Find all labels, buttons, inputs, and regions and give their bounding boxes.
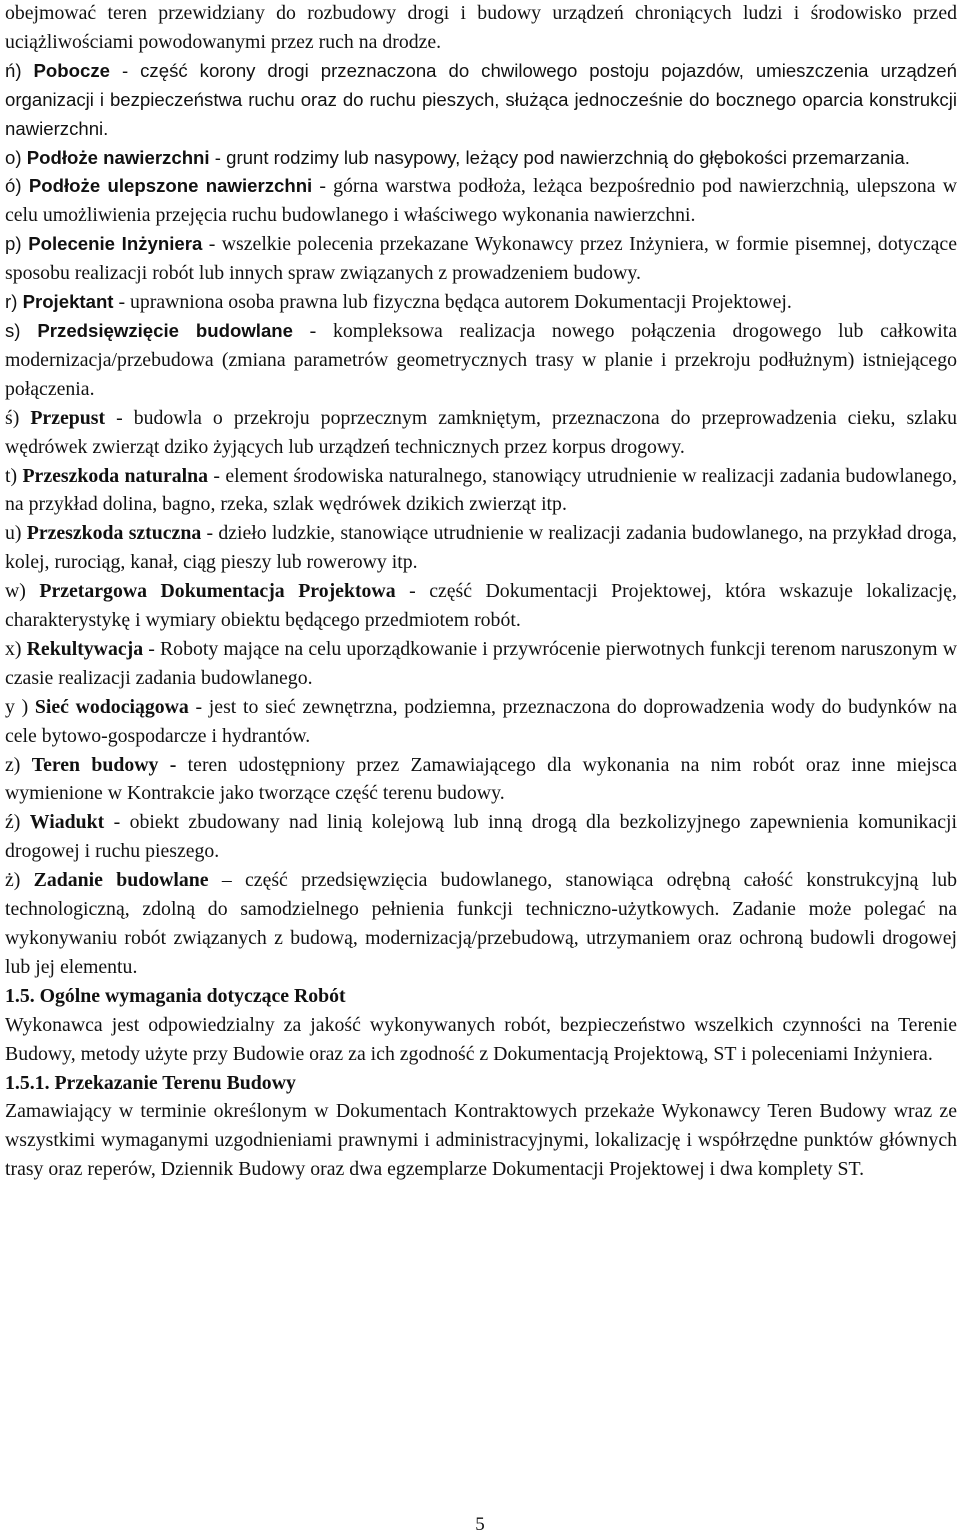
definition-text: - element środowiska naturalnego, stanowiący utrudnienie w realizacji zadania budowlanego, na przykład dolina, bagno, rzeka, szlak wędrówek dzikich zwierząt itp. <box>5 464 958 516</box>
definition-text: - kompleksowa realizacja nowego połączenia drogowego lub całkowita modernizacja/przebudowa (zmiana parametrów geometrycznych trasy w planie i przekroju podłużnym) istniejącego połączenia. <box>5 319 958 400</box>
definition-text: - uprawniona osoba prawna lub fizyczna będąca autorem Dokumentacji Projektowej. <box>113 291 792 314</box>
definition-term: Podłoże ulepszone nawierzchni <box>28 175 313 197</box>
definition-przetargowa-dokumentacja <box>5 577 957 635</box>
definition-text: - jest to sieć zewnętrzna, podziemna, przeznaczona do doprowadzenia wody do budynków na cele bytowo-gospodarcze i hydrantów. <box>5 695 957 747</box>
definition-text: - obiekt zbudowany nad linią kolejową lub inną drogą dla bezkolizyjnego zapewnienia komunikacji drogowej i ruchu pieszego. <box>5 811 958 863</box>
document-page <box>5 0 957 1184</box>
section-heading-1-5-1: 1.5.1. Przekazanie Terenu Budowy <box>5 1071 296 1094</box>
section-1-5-1-body: Zamawiający w terminie określonym w Dokumentach Kontraktowych przekaże Wykonawcy Teren Budowy wraz ze wszystkimi wymaganymi uzgodnieniami prawnymi i administracyjnymi, lokalizację i współrzędne punktów głównych trasy oraz reperów, Dziennik Budowy oraz dwa egzemplarze Dokumentacji Projektowej i dwa komplety ST. <box>5 1100 957 1181</box>
definition-przedsiewziecie <box>5 317 957 404</box>
section-heading-1-5: 1.5. Ogólne wymagania dotyczące Robót <box>5 984 346 1007</box>
definition-text: - część Dokumentacji Projektowej, która wskazuje lokalizację, charakterystykę i wymiary obiektu będącego przedmiotem robót. <box>5 580 957 632</box>
definition-prefix: ó) <box>5 175 29 197</box>
definition-text: – część przedsięwzięcia budowlanego, stanowiąca odrębną całość konstrukcyjną lub technologiczną, zdolną do samodzielnego pełnienia funkcji techniczno-użytkowych. Zadanie może polegać na wykonywaniu robót związanych z budową, modernizacją/przebudową, utrzymaniem oraz ochroną budowli drogowej lub jej elementu. <box>5 869 957 978</box>
definition-text: - część korony drogi przeznaczona do chwilowego postoju pojazdów, umieszczenia urządzeń organizacji i bezpieczeństwa ruchu oraz do ruchu pieszych, służąca jednocześnie do bocznego oparcia konstrukcji nawierzchni. <box>5 59 957 139</box>
definition-term: Przedsięwzięcie budowlane <box>37 319 293 341</box>
definition-term: Zadanie budowlane <box>33 869 209 892</box>
definition-prefix: ź) <box>5 811 30 834</box>
definition-prefix: w) <box>5 580 40 603</box>
definition-przeszkoda-sztuczna <box>5 519 957 577</box>
definition-text: - grunt rodzimy lub nasypowy, leżący pod nawierzchnią do głębokości przemarzania. <box>209 146 910 168</box>
definition-prefix: u) <box>5 522 27 545</box>
definition-term: Rekultywacja <box>26 637 144 660</box>
definition-term: Przetargowa Dokumentacja Projektowa <box>39 580 396 603</box>
definition-siec-wodociagowa <box>5 693 957 751</box>
definition-podloze-nawierzchni <box>5 144 957 173</box>
definition-term: Przepust <box>30 406 106 429</box>
definition-przeszkoda-naturalna <box>5 462 957 520</box>
definition-term: Sieć wodociągowa <box>34 695 189 718</box>
definition-teren-budowy <box>5 751 957 809</box>
definition-term: Przeszkoda sztuczna <box>26 522 202 545</box>
definition-prefix: r) <box>5 291 23 313</box>
definition-pobocze <box>5 57 957 144</box>
definition-prefix: y ) <box>5 695 35 718</box>
definition-prefix: z) <box>5 753 32 776</box>
definition-polecenie-inzyniera <box>5 230 957 288</box>
definition-term: Podłoże nawierzchni <box>26 146 210 168</box>
definition-term: Przeszkoda naturalna <box>22 464 209 487</box>
definition-term: Teren budowy - <box>31 753 177 776</box>
definition-term: Polecenie Inżyniera <box>28 233 203 255</box>
definition-text: - górna warstwa podłoża, leżąca bezpośrednio pod nawierzchnią, ulepszona w celu umożliwienia przejęcia ruchu budowlanego i właściwego wykonania nawierzchni. <box>5 175 957 227</box>
definition-term: Wiadukt <box>29 811 105 834</box>
definition-prefix: x) <box>5 637 27 660</box>
definition-prefix: t) <box>5 464 23 487</box>
definition-prefix: s) <box>5 319 38 341</box>
definition-term: Pobocze <box>33 59 110 81</box>
definition-text: - Roboty mające na celu uporządkowanie i przywrócenie pierwotnych funkcji terenom naruszonym w czasie realizacji zadania budowlanego. <box>5 637 957 689</box>
section-1-5-body: Wykonawca jest odpowiedzialny za jakość wykonywanych robót, bezpieczeństwo wszelkich czynności na Terenie Budowy, metody użyte przy Budowie oraz za ich zgodność z Dokumentacją Projektową, ST i poleceniami Inżyniera. <box>5 1013 957 1065</box>
definition-przepust <box>5 404 957 462</box>
definition-wiadukt <box>5 808 957 866</box>
definition-text: - dzieło ludzkie, stanowiące utrudnienie w realizacji zadania budowlanego, na przykład droga, kolej, rurociąg, kanał, ciąg pieszy lub rowerowy itp. <box>5 522 957 574</box>
page-number: 5 <box>475 1514 485 1535</box>
definition-term: Projektant <box>22 291 114 313</box>
definition-prefix: ś) <box>5 406 31 429</box>
definition-zadanie-budowlane <box>5 866 957 982</box>
definition-projektant <box>5 288 957 317</box>
definition-rekultywacja <box>5 635 957 693</box>
definition-prefix: p) <box>5 233 29 255</box>
definition-prefix: ż) <box>5 869 34 892</box>
definition-prefix: ń) <box>5 59 34 81</box>
definition-text: - budowla o przekroju poprzecznym zamkniętym, przeznaczona do przeprowadzenia cieku, szlaku wędrówek zwierząt dziko żyjących lub urządzeń technicznych przez korpus drogowy. <box>5 406 958 458</box>
definition-text: teren udostępniony przez Zamawiającego dla wykonania na nim robót oraz inne miejsca wymienione w Kontrakcie jako tworzące część terenu budowy. <box>5 753 957 805</box>
intro-paragraph: obejmować teren przewidziany do rozbudowy drogi i budowy urządzeń chroniących ludzi i środowisko przed uciążliwościami powodowanymi przez ruch na drodze. <box>5 2 957 53</box>
definition-podloze-ulepszone <box>5 172 957 230</box>
definition-prefix: o) <box>5 146 27 168</box>
definition-text: - wszelkie polecenia przekazane Wykonawcy przez Inżyniera, w formie pisemnej, dotyczące sposobu realizacji robót lub innych spraw związanych z prowadzeniem budowy. <box>5 233 957 285</box>
